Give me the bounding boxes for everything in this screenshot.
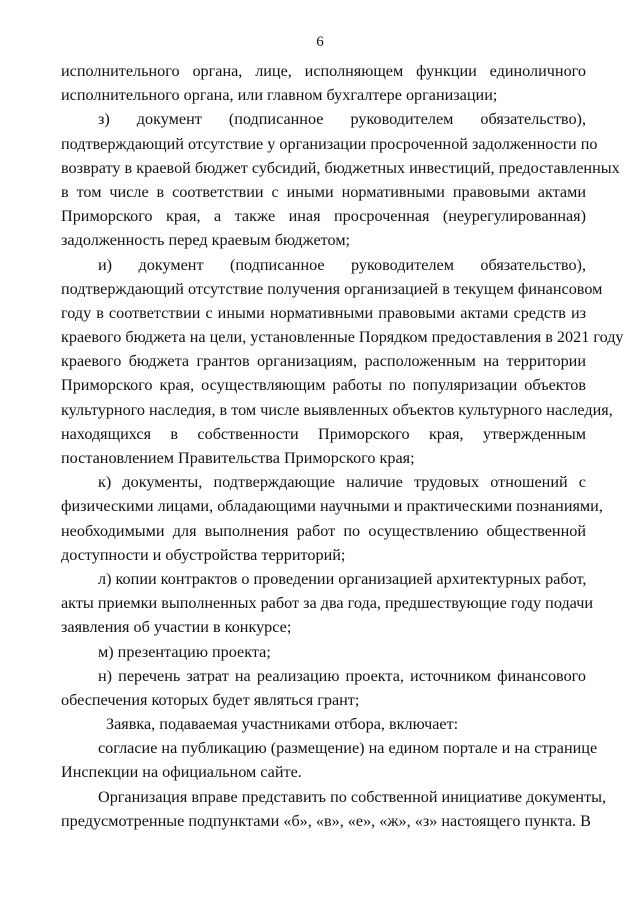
text-line: доступности и обустройства территорий; xyxy=(61,545,346,564)
text-line: году в соответствии с иными нормативными правовыми актами средств из xyxy=(61,303,586,322)
text-line: Приморского края, осуществляющим работы по популяризации объектов xyxy=(61,376,586,395)
text-line: Организация вправе представить по собственной инициативе документы, xyxy=(98,787,607,806)
text-line: заявления об участии в конкурсе; xyxy=(61,618,292,637)
text-line: предусмотренные подпунктами «б», «в», «е», «ж», «з» настоящего пункта. В xyxy=(61,811,591,830)
text-line: культурного наследия, в том числе выявленных объектов культурного наследия, xyxy=(61,400,613,419)
text-line: задолженность перед краевым бюджетом; xyxy=(61,231,351,250)
text-line: постановлением Правительства Приморского края; xyxy=(61,449,415,467)
text-line: подтверждающий отсутствие у организации просроченной задолженности по xyxy=(61,134,598,153)
text-line: к) документы, подтверждающие наличие трудовых отношений с xyxy=(98,473,586,492)
text-line: краевого бюджета на цели, установленные Порядком предоставления в 2021 году xyxy=(61,328,624,347)
text-line: краевого бюджета грантов организациям, расположенным на территории xyxy=(61,352,586,371)
page-number: 6 xyxy=(316,34,324,50)
text-line: Приморского края, а также иная просроченная (неурегулированная) xyxy=(61,207,586,226)
text-line: акты приемки выполненных работ за два года, предшествующие году подачи xyxy=(61,594,594,613)
text-line: м) презентацию проекта; xyxy=(98,642,271,661)
text-line: исполнительного органа, лице, исполняющем функции единоличного xyxy=(61,62,586,80)
text-line: Инспекции на официальном сайте. xyxy=(61,763,302,782)
text-line: в том числе в соответствии с иными нормативными правовыми актами xyxy=(61,182,586,201)
text-line: н) перечень затрат на реализацию проекта, источником финансового xyxy=(98,666,586,685)
document-body xyxy=(61,59,624,833)
text-line: л) копии контрактов о проведении организацией архитектурных работ, xyxy=(98,569,587,588)
text-line: обеспечения которых будет являться грант; xyxy=(61,690,360,709)
text-line: согласие на публикацию (размещение) на едином портале и на странице xyxy=(98,739,598,758)
text-line: физическими лицами, обладающими научными и практическими познаниями, xyxy=(61,497,603,516)
text-line: з) документ (подписанное руководителем обязательство), xyxy=(98,110,586,129)
text-line: возврату в краевой бюджет субсидий, бюджетных инвестиций, предоставленных xyxy=(61,158,620,177)
text-line: необходимыми для выполнения работ по осуществлению общественной xyxy=(61,521,586,540)
text-line: подтверждающий отсутствие получения организацией в текущем финансовом xyxy=(61,279,603,298)
text-line: исполнительного органа, или главном бухгалтере организации; xyxy=(61,86,498,105)
text-line: Заявка, подаваемая участниками отбора, включает: xyxy=(106,715,459,734)
text-line: находящихся в собственности Приморского края, утвержденным xyxy=(61,424,586,443)
text-line: и) документ (подписанное руководителем обязательство), xyxy=(98,255,586,274)
